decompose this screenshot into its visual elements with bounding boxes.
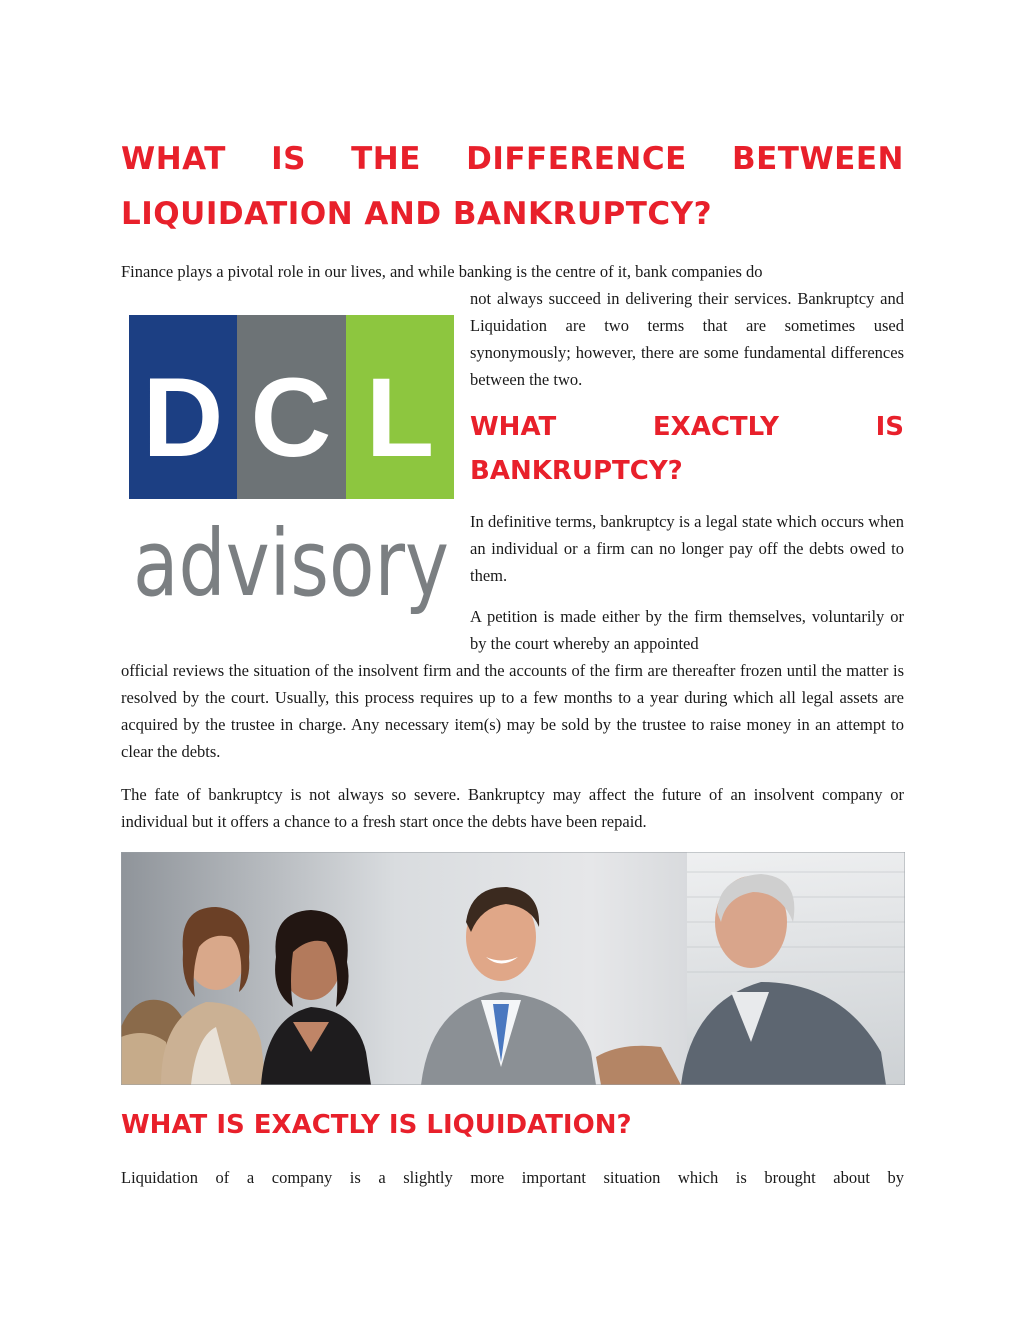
petition-paragraph: A petition is made either by the firm themselves, voluntarily or by the court whereby an appointed	[470, 607, 904, 653]
liquidation-paragraph: Liquidation of a company is a slightly more important situation which is brought about by	[121, 1168, 904, 1187]
business-meeting-photo	[121, 852, 905, 1085]
logo-graphic	[125, 313, 458, 638]
logo-word: advisory	[133, 510, 449, 617]
page-title	[121, 132, 904, 242]
heading-bankruptcy-line-2: BANKRUPTCY?	[470, 456, 683, 486]
heading-word: EXACTLY	[652, 412, 779, 442]
heading-word: IS	[875, 412, 904, 442]
intro-paragraph-continued: not always succeed in delivering their services. Bankruptcy and Liquidation are two terms that are sometimes used synonymously; however, there are some fundamental differences between the two.	[470, 289, 904, 389]
meeting-illustration	[121, 852, 905, 1085]
title-word: IS	[271, 141, 306, 177]
title-word: BETWEEN	[732, 141, 904, 177]
heading-liquidation: WHAT IS EXACTLY IS LIQUIDATION?	[121, 1110, 632, 1140]
logo-letter: D	[142, 355, 224, 480]
petition-paragraph-continued: official reviews the situation of the insolvent firm and the accounts of the firm are thereafter frozen until the matter is resolved by the court. Usually, this process requires up to a few months to a year during which all legal assets are acquired by the trustee in charge. Any necessary item(s) may be sold by the trustee to raise money in an attempt to clear the debts.	[121, 661, 904, 761]
heading-bankruptcy-line-1	[470, 405, 904, 449]
title-line-2: LIQUIDATION AND BANKRUPTCY?	[121, 196, 713, 232]
title-word: DIFFERENCE	[466, 141, 687, 177]
logo-letter: L	[365, 355, 435, 480]
title-word: WHAT	[121, 141, 226, 177]
heading-bankruptcy	[470, 405, 904, 493]
dcl-advisory-logo	[125, 313, 458, 638]
title-line-1	[121, 132, 904, 187]
document-page	[121, 0, 904, 1325]
bankruptcy-definition: In definitive terms, bankruptcy is a legal state which occurs when an individual or a firm can no longer pay off the debts owed to them.	[470, 512, 904, 585]
logo-letter: C	[250, 355, 332, 480]
title-word: THE	[351, 141, 421, 177]
intro-paragraph: Finance plays a pivotal role in our lives, and while banking is the centre of it, bank companies do	[121, 262, 763, 281]
heading-word: WHAT	[470, 412, 557, 442]
fate-paragraph: The fate of bankruptcy is not always so severe. Bankruptcy may affect the future of an insolvent company or individual but it offers a chance to a fresh start once the debts have been repaid.	[121, 785, 904, 831]
